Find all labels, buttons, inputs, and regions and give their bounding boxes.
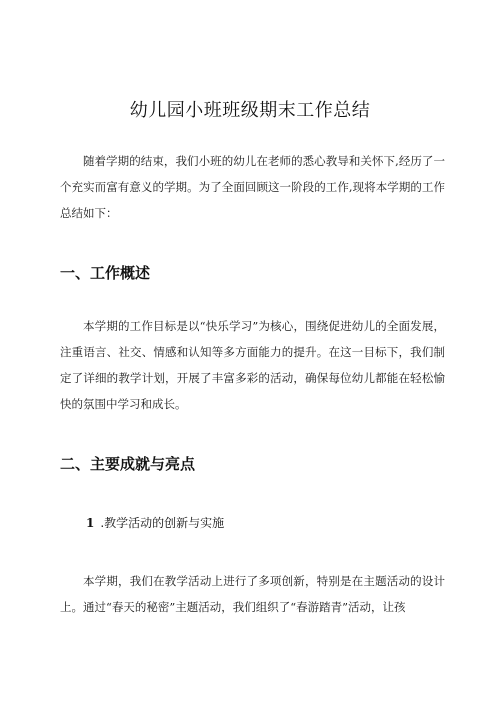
section-heading-overview: 一、工作概述 (60, 264, 151, 282)
subsection-number: 1 (86, 516, 95, 530)
teaching-paragraph: 本学期，我们在教学活动上进行了多项创新，特别是在主题活动的设计上。通过“春天的秘密”主题活动，我们组织了“春游踏青”活动，让孩 (60, 574, 445, 614)
subsection-title: .教学活动的创新与实施 (100, 516, 225, 530)
overview-paragraph: 本学期的工作目标是以“快乐学习”为核心，围绕促进幼儿的全面发展，注重语言、社交、情感和认知等多方面能力的提升。在这一目标下，我们制定了详细的教学计划，开展了丰富多彩的活动，确保每位幼儿都能在轻松愉快的氛围中学习和成长。 (60, 319, 445, 411)
intro-paragraph: 随着学期的结束，我们小班的幼儿在老师的悉心教导和关怀下,经历了一个充实而富有意义的学期。为了全面回顾这一阶段的工作,现将本学期的工作总结如下： (60, 154, 445, 220)
document-title: 幼儿园小班班级期末工作总结 (129, 100, 371, 121)
section-heading-achievements: 二、主要成就与亮点 (60, 455, 196, 473)
subsection-heading-teaching (86, 514, 224, 531)
